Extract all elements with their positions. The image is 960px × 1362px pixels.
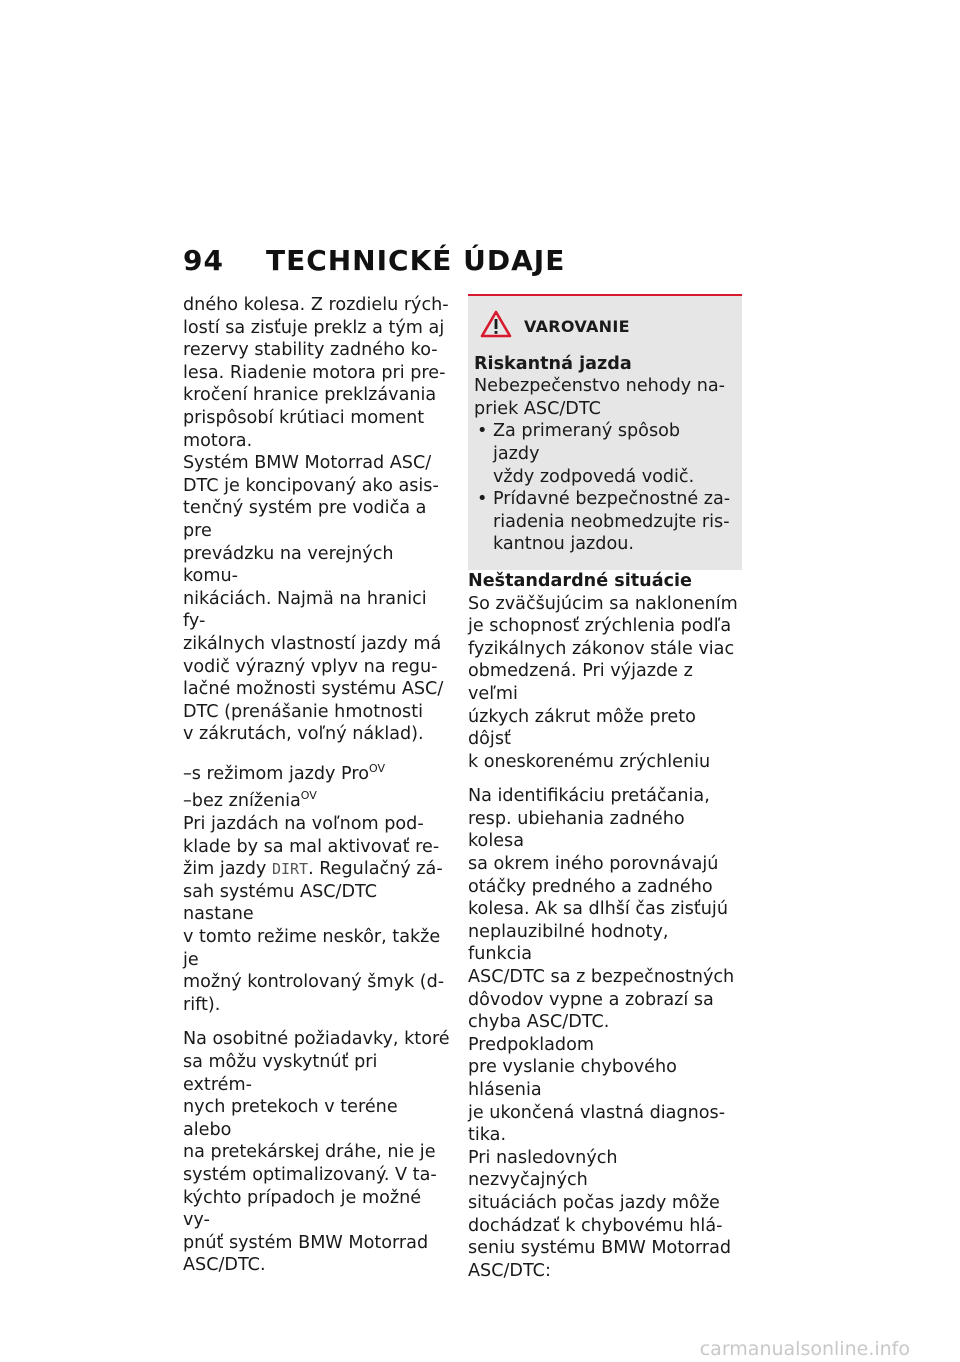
page-number: 94 (183, 244, 224, 277)
list-item: • Za primeraný spôsob jazdy vždy zodpovedá vodič. (474, 420, 732, 488)
warning-triangle-icon (480, 310, 512, 345)
left-paragraph-3: Pri jazdách na voľnom pod- klade by sa mal aktivovať re- žim jazdy DIRT. Regulačný zá- sah systému ASC/DTC nastane v tomto režime neskôr, takže je možný kontrolovaný šmyk (d- rift). (183, 814, 445, 1015)
site-watermark: carmanualsonline.info (699, 1338, 910, 1360)
option-marker: OV (368, 761, 385, 775)
warning-label: VAROVANIE (524, 317, 630, 336)
option-marker: OV (300, 789, 317, 803)
right-paragraph-2: Na identifikáciu pretáčania, resp. ubiehania zadného kolesa sa okrem iného porovnávajú otáčky predného a zadného kolesa. Ak sa dlhší čas zisťujú neplauzibilné hodnoty, funkcia ASC/DTC sa z bezpečnostných dôvodov vypne a zobrazí sa chyba ASC/DTC. Predpokladom pre vyslanie chybového hlásenia je ukončená vlastná diagnos- tika. (468, 786, 735, 1146)
left-paragraph-4: Na osobitné požiadavky, ktoré sa môžu vyskytnúť pri extrém- nych pretekoch v teréne alebo na pretekárskej dráhe, nie je systém optimalizovaný. V ta- kýchto prípadoch je možné vy- pnúť systém BMW Motorrad ASC/DTC. (183, 1029, 450, 1276)
right-paragraph-3: Pri nasledovných nezvyčajných situáciách počas jazdy môže dochádzať k chybovému hlá- seniu systému BMW Motorrad ASC/DTC: (468, 1147, 732, 1281)
option-line-1: –s režimom jazdy Pro$^{OV}$ (183, 761, 385, 784)
left-paragraph-2: Systém BMW Motorrad ASC/ DTC je koncipovaný ako asis- tenčný systém pre vodiča a pre prevádzku na verejných komu- nikáciách. Najmä na hranici fy- zikálnych vlastností jazdy má vodič výrazný vplyv na regu- lačné možnosti systému ASC/ DTC (prenášanie hmotnosti v zákrutách, voľný náklad). (183, 453, 444, 745)
right-paragraph-1: So zväčšujúcim sa naklonením je schopnosť zrýchlenia podľa fyzikálnych zákonov stále viac obmedzená. Pri výjazde z veľmi úzkych zákrut môže preto dôjsť k oneskorenému zrýchleniu (468, 593, 738, 772)
warning-text: Nebezpečenstvo nehody na- priek ASC/DTC (474, 376, 726, 419)
warning-header (480, 310, 732, 345)
warning-heading: Riskantná jazda (474, 353, 632, 374)
section-subheading: Neštandardné situácie (468, 570, 692, 591)
left-column (183, 294, 451, 1277)
right-column (468, 294, 738, 1282)
warning-box (468, 294, 742, 570)
option-line-2: –bez zníženia$^{OV}$ (183, 789, 317, 812)
page-header (183, 244, 565, 277)
left-paragraph-1: dného kolesa. Z rozdielu rých- lostí sa zisťuje preklz a tým aj rezervy stability zadného ko- lesa. Riadenie motora pri pre- kročení hranice preklzávania prispôsobí krútiaci moment motora. (183, 295, 449, 451)
page-title: TECHNICKÉ ÚDAJE (265, 244, 566, 277)
riding-mode-name: DIRT (271, 860, 309, 879)
warning-list (474, 420, 732, 556)
list-item: • Prídavné bezpečnostné za- riadenia neobmedzujte ris- kantnou jazdou. (474, 488, 732, 556)
